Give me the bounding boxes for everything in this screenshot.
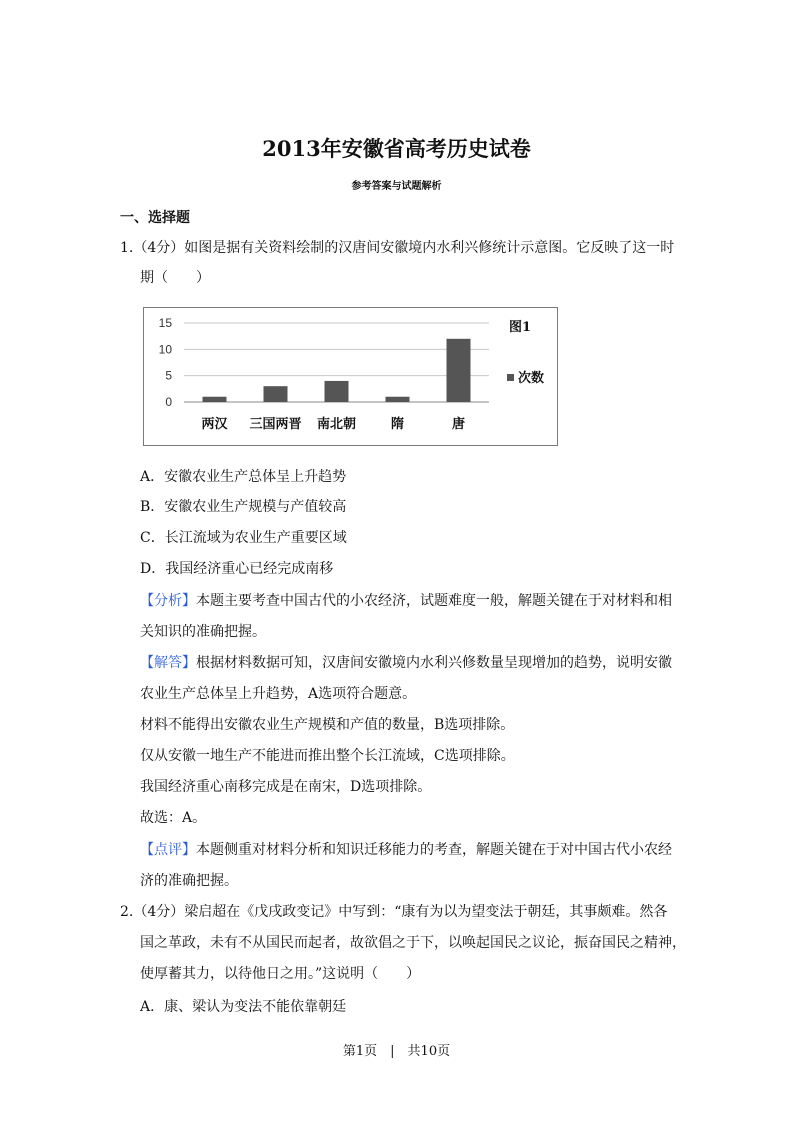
y-tick-label: 10: [158, 342, 172, 357]
q1-option-d: D．我国经济重心已经完成南移: [140, 561, 334, 577]
q1-stem-line1: 1.（4分）如图是据有关资料绘制的汉唐间安徽境内水利兴修统计示意图。它反映了这一时: [120, 240, 675, 256]
q1-answer-line2: 农业生产总体呈上升趋势，A选项符合题意。: [140, 686, 417, 702]
q1-answer-line4: 仅从安徽一地生产不能进而推出整个长江流域，C选项排除。: [140, 748, 515, 764]
answer-tag: 【解答】: [140, 655, 196, 671]
section-heading: 一、选择题: [120, 210, 190, 226]
q1-answer-line5: 我国经济重心南移完成是在南宋，D选项排除。: [140, 779, 432, 795]
document-subtitle: 参考答案与试题解析: [351, 181, 442, 192]
q1-answer-line1: 【解答】根据材料数据可知，汉唐间安徽境内水利兴修数量呈现增加的趋势，说明安徽: [140, 655, 672, 671]
q1-option-a: A．安徽农业生产总体呈上升趋势: [140, 469, 347, 485]
bar-三国两晋: [264, 386, 288, 402]
q2-stem-line1: 2.（4分）梁启超在《戊戌政变记》中写到：“康有为以为望变法于朝廷，其事颇难。然各: [120, 904, 668, 920]
q1-option-c: C．长江流域为农业生产重要区域: [140, 530, 347, 546]
y-tick-label: 15: [158, 316, 172, 330]
q1-analysis-line1: 【分析】本题主要考查中国古代的小农经济，试题难度一般，解题关键在于对材料和相: [140, 593, 672, 609]
q2-option-a: A．康、梁认为变法不能依靠朝廷: [140, 999, 347, 1015]
bar-唐: [447, 339, 471, 402]
x-category-label: 三国两晋: [249, 417, 302, 432]
q1-comment-line2: 济的准确把握。: [140, 873, 238, 889]
q1-answer-line6: 故选：A。: [140, 810, 207, 826]
bar-隋: [386, 397, 410, 402]
q2-stem-line3: 使厚蓄其力，以待他日之用。”这说明（ ）: [140, 966, 421, 982]
bar-南北朝: [325, 381, 349, 402]
page-footer: 第1页 | 共10页: [342, 1044, 451, 1059]
x-category-label: 隋: [390, 417, 405, 432]
q1-option-b: B．安徽农业生产规模与产值较高: [140, 499, 347, 515]
x-category-label: 两汉: [201, 417, 228, 432]
comment-tag: 【点评】: [140, 842, 196, 858]
x-category-label: 南北朝: [316, 417, 357, 432]
analysis-tag: 【分析】: [140, 593, 196, 609]
q1-comment-line1: 【点评】本题侧重对材料分析和知识迁移能力的考查，解题关键在于对中国古代小农经: [140, 842, 672, 858]
q1-stem-line2: 期（ ）: [140, 270, 210, 286]
document-title: 2013年安徽省高考历史试卷: [262, 136, 531, 161]
bar-chart: [143, 307, 558, 446]
q2-stem-line2: 国之革政，未有不从国民而起者，故欲倡之于下，以唤起国民之议论，振奋国民之精神，: [140, 935, 686, 951]
q1-analysis-line2: 关知识的准确把握。: [140, 624, 266, 640]
legend-swatch: [507, 374, 514, 381]
bar-两汉: [203, 397, 227, 402]
x-category-label: 唐: [451, 417, 466, 432]
legend-label: 次数: [518, 371, 545, 386]
y-tick-label: 5: [165, 368, 172, 383]
chart-title: 图1: [509, 320, 532, 335]
y-tick-label: 0: [165, 395, 172, 409]
q1-answer-line3: 材料不能得出安徽农业生产规模和产值的数量，B选项排除。: [140, 717, 515, 733]
chart-svg: [144, 308, 557, 445]
